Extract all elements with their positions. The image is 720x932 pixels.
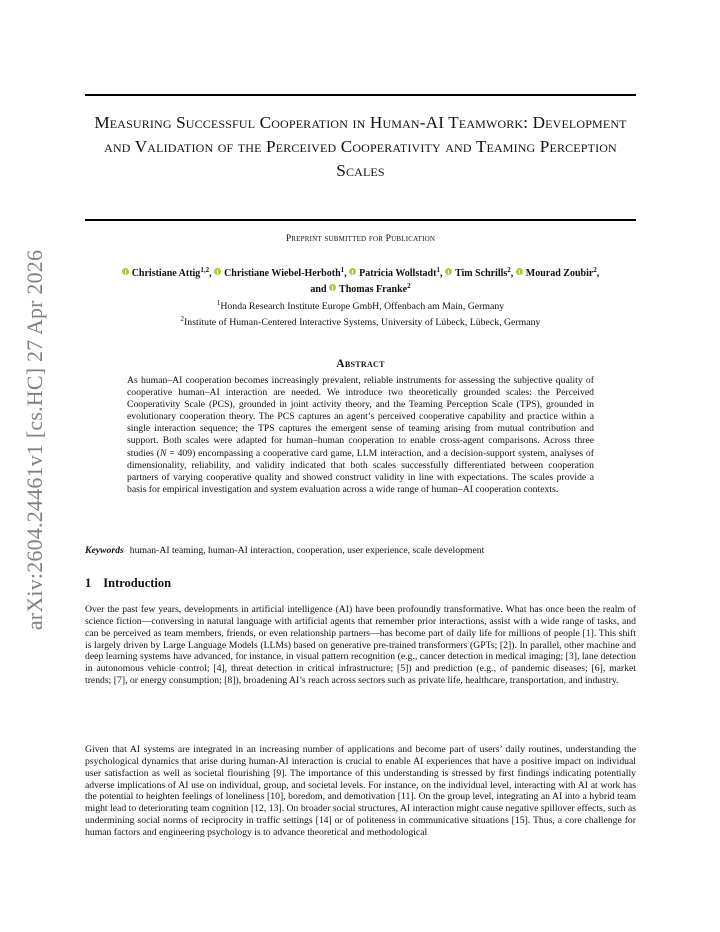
abstract-heading: Abstract	[336, 358, 385, 370]
author[interactable]	[349, 268, 440, 279]
author-name: Patricia Wollstadt	[359, 268, 437, 279]
paper-title: Measuring Successful Cooperation in Human-AI Teamwork: Development and Validation of the Perceived Cooperativity and Teaming Perception Scales	[94, 113, 627, 180]
author-name: Mourad Zoubir	[525, 268, 594, 279]
author-separator: ,	[344, 268, 350, 279]
author-separator: ,	[439, 268, 445, 279]
section-number: 1	[85, 576, 92, 590]
keywords-text: human-AI teaming, human-AI interaction, cooperation, user experience, scale development	[129, 545, 485, 556]
abstract-text-part: ) encompassing a cooperative card game, LLM interaction, and a decision-support system, analyses of dimensionality, reliability, and validity indicated that both scales successfully differentiated between cooperation partners of varying cooperative quality and showed construct validity in line with expectations. The scales provide a basis for empirical investigation and system evaluation across a wide range of human–AI cooperation contexts.	[127, 447, 595, 495]
author-affiliation-marker: 1	[340, 266, 345, 274]
body-paragraph: Given that AI systems are integrated in an increasing number of applications and become part of users’ daily routines, understanding the psychological dynamics that arise during human-AI interaction is crucial to enable AI experiences that have a positive impact on individual user satisfaction as well as societal flourishing [9]. The importance of this understanding is stressed by first findings indicating potentially adverse implications of AI use on individual, group, and societal levels. For instance, on the individual level, interacting with AI at work has the potential to heighten feelings of loneliness [10], boredom, and demotivation [11]. On the group level, integrating an AI into a hybrid team might lead to deteriorating team cognition [12, 13]. On broader social structures, AI interaction might cause negative spillover effects, such as undermining social norms of reciprocity in traffic settings [14] or of politeness in communicative situations [15]. Thus, a core challenge for human factors and engineering psychology is to advance theoretical and methodological	[85, 744, 636, 838]
author-name: Christiane Wiebel-Herboth	[224, 268, 341, 279]
author-affiliation-marker: 2	[407, 282, 411, 290]
preprint-note: Preprint submitted for Publication	[285, 234, 436, 244]
section-heading	[85, 576, 171, 591]
affiliation-marker: 1	[216, 299, 221, 307]
body-paragraph: Over the past few years, developments in artificial intelligence (AI) have been profoundly transformative. What has once been the realm of science fiction—conversing in natural language with artificial agents that remember prior interactions, assist with a wide range of tasks, and can be perceived as team members, friends, or even relationship partners—has become part of daily life for millions of people [1]. This shift is largely driven by Large Language Models (LLMs) based on generative pre-trained transformers (GPTs; [2]). In parallel, other machine and deep learning systems have advanced, for instance, in visual pattern recognition (e.g., cancer detection in medical imaging; [3], lane detection in autonomous vehicle control; [4], threat detection in critical infrastructure; [5]) and prediction (e.g., of pandemic diseases; [6], market trends; [7], or energy consumption; [8]), broadening AI’s reach across sectors such as private life, healthcare, transportation, and industry.	[85, 604, 636, 687]
author-name: Thomas Franke	[339, 284, 408, 295]
section-title: Introduction	[103, 576, 172, 590]
author-separator: ,	[596, 268, 600, 279]
author-name: Tim Schrills	[454, 268, 508, 279]
author-affiliation-marker: 2	[593, 266, 597, 274]
orcid-icon[interactable]	[214, 268, 221, 275]
author[interactable]	[122, 268, 209, 279]
title-bottom-rule	[85, 219, 636, 221]
author-affiliation-marker: 1,2	[200, 266, 210, 274]
author[interactable]	[214, 268, 344, 279]
orcid-icon[interactable]	[445, 268, 452, 275]
keywords-label: Keywords	[85, 545, 124, 556]
affiliation-marker: 2	[180, 315, 185, 323]
author-name: Christiane Attig	[131, 268, 201, 279]
affiliation-text: Institute of Human-Centered Interactive Systems, University of Lübeck, Lübeck, Germany	[184, 317, 541, 328]
author-affiliation-marker: 2	[507, 266, 511, 274]
abstract-body	[127, 375, 594, 496]
affiliation-text: Honda Research Institute Europe GmbH, Offenbach am Main, Germany	[220, 301, 505, 312]
affiliation	[85, 316, 636, 329]
abstract-text-part: As human–AI cooperation becomes increasingly prevalent, reliable instruments for assessing the subjective quality of cooperative human–AI interaction are needed. We introduce two theoretically grounded scales: the Perceived Cooperativity Scale (PCS), grounded in joint activity theory, and the Teaming Perception Scale (TPS), grounded in evolutionary cooperation theory. The PCS captures an agent’s perceived cooperative capability and practice within a single interaction sequence; the TPS captures the emergent sense of teaming arising from mutual contribution and support. Both scales were adapted for human–human cooperation to enable cross-agent comparisons. Across three studies (	[127, 375, 594, 459]
keywords	[85, 545, 636, 557]
author[interactable]	[516, 268, 597, 279]
orcid-icon[interactable]	[122, 268, 129, 275]
author-separator: ,	[209, 268, 215, 279]
orcid-icon[interactable]	[516, 268, 523, 275]
affiliation	[85, 300, 636, 313]
author-separator: ,	[510, 268, 516, 279]
author[interactable]	[329, 284, 411, 295]
author-list	[85, 266, 636, 298]
sample-size-value: = 409	[166, 447, 193, 459]
author[interactable]	[445, 268, 511, 279]
orcid-icon[interactable]	[329, 284, 336, 291]
orcid-icon[interactable]	[349, 268, 356, 275]
arxiv-identifier-stamp: arXiv:2604.24461v1 [cs.HC] 27 Apr 2026	[22, 249, 47, 631]
author-affiliation-marker: 1	[436, 266, 440, 274]
sample-size-symbol: N	[159, 447, 167, 459]
title-top-rule	[85, 94, 636, 96]
author-conjunction: and	[310, 284, 327, 295]
